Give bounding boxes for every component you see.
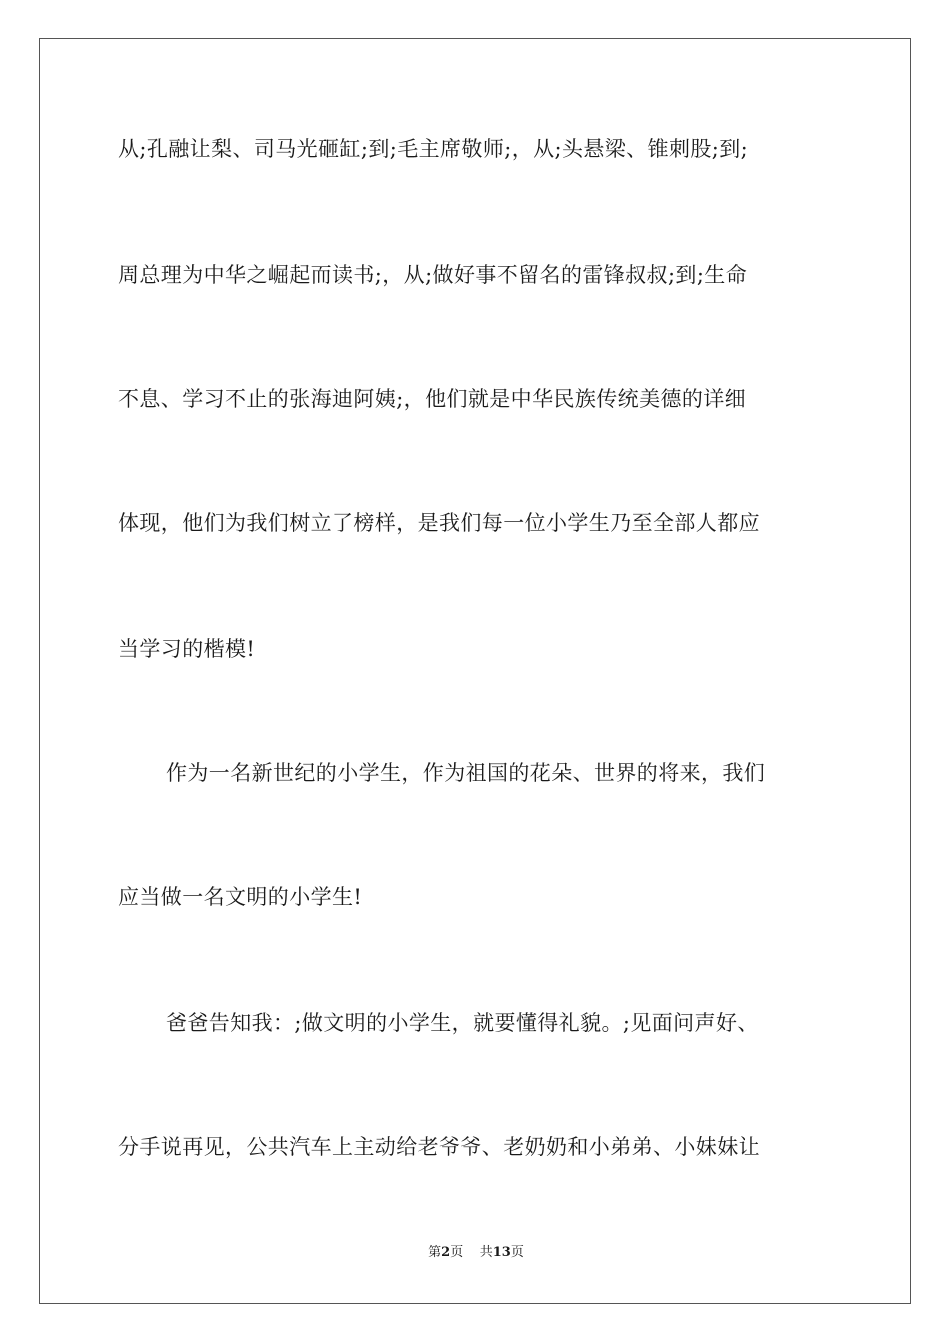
page-footer	[40, 1245, 912, 1261]
page-suffix: 页	[450, 1245, 464, 1260]
paragraph-first-line: 爸爸告知我：;做文明的小学生，就要懂得礼貌。;见面问声好、	[166, 1011, 759, 1035]
paragraph-first-line: 作为一名新世纪的小学生，作为祖国的花朵、世界的将来，我们	[166, 761, 766, 785]
body-text-line: 体现，他们为我们树立了榜样，是我们每一位小学生乃至全部人都应	[118, 511, 760, 535]
body-text-line: 分手说再见，公共汽车上主动给老爷爷、老奶奶和小弟弟、小妹妹让	[118, 1135, 760, 1159]
document-page	[39, 38, 911, 1304]
body-text-line: 不息、学习不止的张海迪阿姨;，他们就是中华民族传统美德的详细	[118, 387, 747, 411]
total-pages-number: 13	[492, 1245, 511, 1260]
page-prefix: 第	[428, 1245, 442, 1260]
current-page-number: 2	[441, 1245, 451, 1260]
body-text-line: 周总理为中华之崛起而读书;，从;做好事不留名的雷锋叔叔;到;生命	[118, 263, 748, 287]
body-text-line: 应当做一名文明的小学生!	[118, 885, 363, 909]
body-text-line: 从;孔融让梨、司马光砸缸;到;毛主席敬师;，从;头悬梁、锥刺股;到;	[118, 137, 749, 161]
body-text-line: 当学习的楷模!	[118, 637, 256, 661]
total-prefix: 共	[479, 1245, 493, 1260]
total-suffix: 页	[510, 1245, 524, 1260]
